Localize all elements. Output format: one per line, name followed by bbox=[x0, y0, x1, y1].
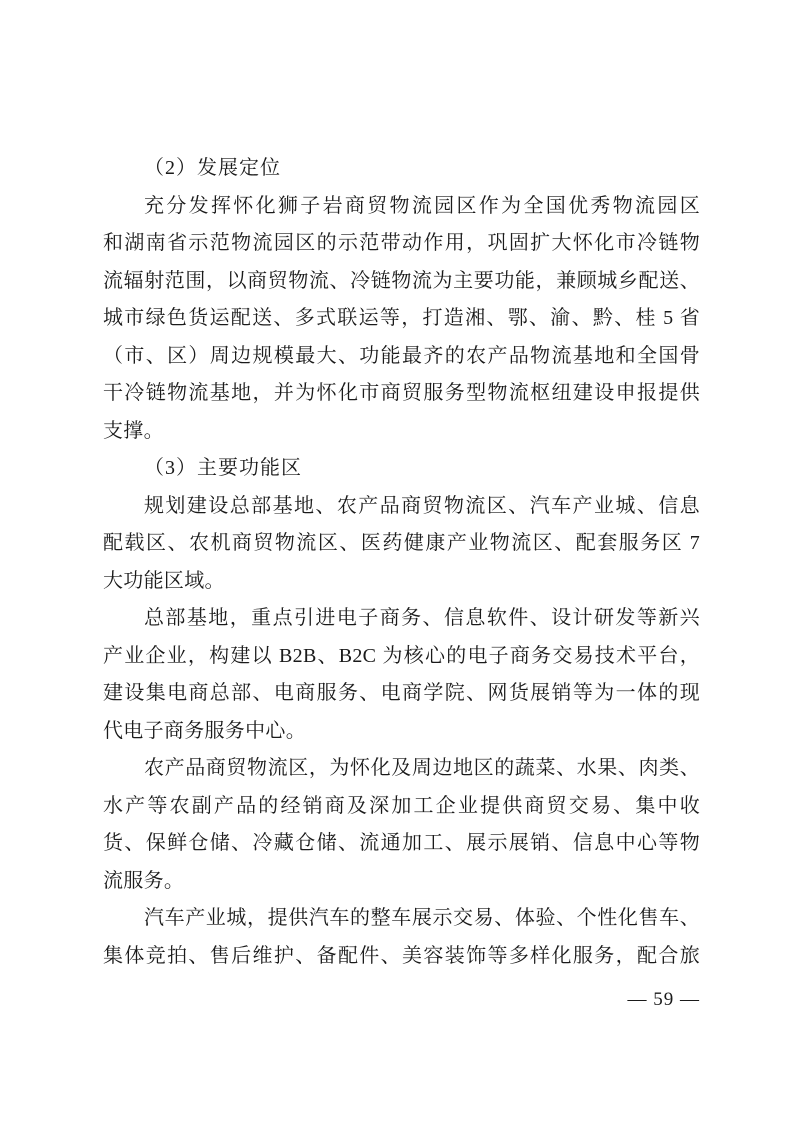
text-line: 充分发挥怀化狮子岩商贸物流园区作为全国优秀物流园区 bbox=[144, 194, 700, 217]
text-line: 总部基地，重点引进电子商务、信息软件、设计研发等新兴 bbox=[144, 607, 700, 629]
text-line: 水产等农副产品的经销商及深加工企业提供商贸交易、集中收 bbox=[103, 794, 700, 817]
text-line: 农产品商贸物流区，为怀化及周边地区的蔬菜、水果、肉类、 bbox=[144, 757, 700, 779]
document-body bbox=[103, 150, 700, 975]
text-line: 配载区、农机商贸物流区、医药健康产业物流区、配套服务区 7 bbox=[103, 532, 700, 554]
heading-line: （3）主要功能区 bbox=[144, 457, 302, 479]
text-line: 建设集电商总部、电商服务、电商学院、网货展销等为一体的现 bbox=[103, 682, 700, 704]
heading-line: （2）发展定位 bbox=[144, 157, 281, 179]
text-line: 集体竞拍、售后维护、备配件、美容装饰等多样化服务，配合旅 bbox=[103, 944, 700, 967]
text-line: 代电子商务服务中心。 bbox=[103, 719, 306, 742]
text-line: 汽车产业城，提供汽车的整车展示交易、体验、个性化售车、 bbox=[144, 907, 700, 929]
text-line: 流服务。 bbox=[103, 869, 185, 892]
text-line: 支撑。 bbox=[103, 419, 164, 442]
text-line: 产业企业，构建以 B2B、B2C 为核心的电子商务交易技术平台， bbox=[103, 644, 700, 667]
text-line: 大功能区域。 bbox=[103, 569, 225, 592]
text-line: 城市绿色货运配送、多式联运等，打造湘、鄂、渝、黔、桂 5 省 bbox=[103, 307, 700, 329]
text-line: 规划建设总部基地、农产品商贸物流区、汽车产业城、信息 bbox=[144, 494, 700, 517]
page-number: — 59 — bbox=[627, 989, 700, 1010]
text-line: 和湖南省示范物流园区的示范带动作用，巩固扩大怀化市冷链物 bbox=[103, 232, 700, 254]
text-line: 货、保鲜仓储、冷藏仓储、流通加工、展示展销、信息中心等物 bbox=[103, 832, 700, 854]
text-line: 流辐射范围，以商贸物流、冷链物流为主要功能，兼顾城乡配送、 bbox=[103, 269, 700, 292]
text-line: （市、区）周边规模最大、功能最齐的农产品物流基地和全国骨 bbox=[103, 344, 700, 367]
text-line: 干冷链物流基地，并为怀化市商贸服务型物流枢纽建设申报提供 bbox=[103, 382, 700, 404]
